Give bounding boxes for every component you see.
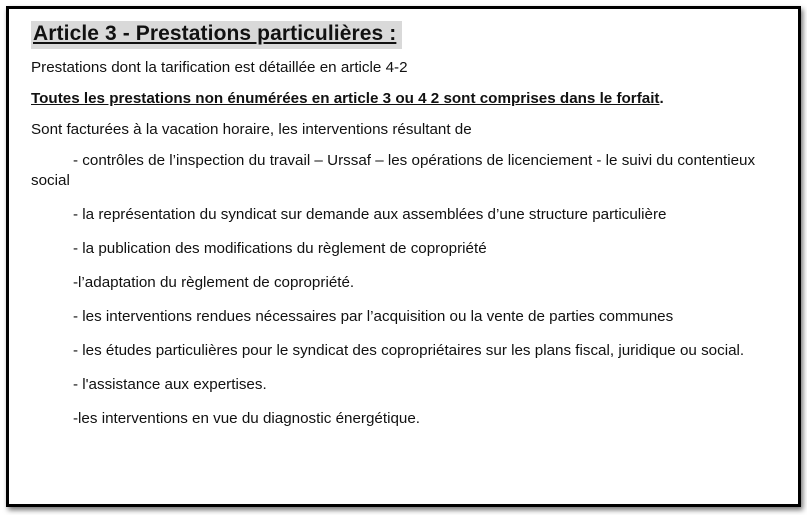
list-item-etudes: - les études particulières pour le syndicat des copropriétaires sur les plans fiscal, juridique ou social. — [73, 342, 745, 359]
lead-paragraph: Sont facturées à la vacation horaire, les interventions résultant de — [31, 121, 472, 138]
article-title: Article 3 - Prestations particulières : — [31, 21, 402, 49]
list-item-expertises: - l'assistance aux expertises. — [73, 376, 267, 393]
document-frame — [6, 6, 801, 507]
bold-notice — [31, 89, 780, 109]
list-item-representation: - la représentation du syndicat sur demande aux assemblées d’une structure particulière — [73, 206, 667, 223]
list-item-adaptation: -l’adaptation du règlement de copropriété. — [73, 274, 355, 291]
list-item-acquisition: - les interventions rendues nécessaires par l’acquisition ou la vente de parties communes — [73, 308, 674, 325]
intro-paragraph: Prestations dont la tarification est détaillée en article 4-2 — [31, 59, 408, 76]
list-item-diagnostic: -les interventions en vue du diagnostic énergétique. — [73, 410, 421, 427]
bold-notice-text: Toutes les prestations non énumérées en article 3 ou 4 2 sont comprises dans le forfait — [31, 90, 660, 107]
list-item-publication: - la publication des modifications du règlement de copropriété — [73, 240, 487, 257]
document-content — [31, 21, 780, 443]
list-item-inspection: - contrôles de l’inspection du travail – Urssaf – les opérations de licenciement - le suivi du contentieux social — [31, 152, 756, 189]
bold-notice-period: . — [659, 90, 664, 107]
